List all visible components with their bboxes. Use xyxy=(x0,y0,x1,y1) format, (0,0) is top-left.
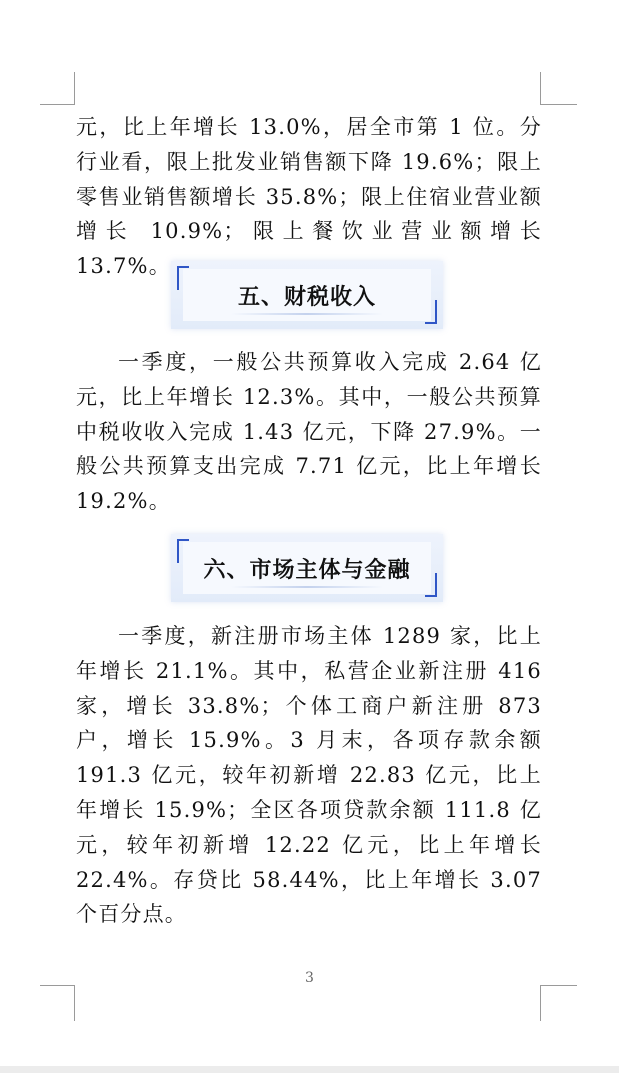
section-title: 五、财税收入 xyxy=(237,284,376,310)
section-heading-fiscal xyxy=(171,261,443,329)
crop-mark-top-right xyxy=(540,72,577,105)
paragraph-retail-continued: 元，比上年增长 13.0%，居全市第 1 位。分行业看，限上批发业销售额下降 19.6%；限上零售业销售额增长 35.8%；限上住宿业营业额增长 10.9%；限上餐饮业营业额增长 13.7%。 xyxy=(76,115,542,279)
paragraph-market-finance: 一季度，新注册市场主体 1289 家，比上年增长 21.1%。其中，私营企业新注册 416 家，增长 33.8%；个体工商户新注册 873 户，增长 15.9%。3 月末，各项存款余额 191.3 亿元，较年初新增 22.83 亿元，比上年增长 15.9%；全区各项贷款余额 111.8 亿元，较年初新增 12.22 亿元，比上年增长 22.4%。存贷比 58.44%，比上年增长 3.07 个百分点。 xyxy=(76,624,542,927)
crop-mark-bottom-right xyxy=(540,985,577,1021)
viewer-bottom-bar xyxy=(0,1066,619,1073)
paragraph-fiscal: 一季度，一般公共预算收入完成 2.64 亿元，比上年增长 12.3%。其中，一般公共预算中税收收入完成 1.43 亿元，下降 27.9%。一般公共预算支出完成 7.71 亿元，比上年增长 19.2%。 xyxy=(76,350,542,514)
section-title: 六、市场主体与金融 xyxy=(203,557,411,583)
page-number: 3 xyxy=(305,970,314,986)
crop-mark-top-left xyxy=(40,72,75,105)
crop-mark-bottom-left xyxy=(40,985,75,1021)
section-heading-market-finance xyxy=(171,534,443,602)
